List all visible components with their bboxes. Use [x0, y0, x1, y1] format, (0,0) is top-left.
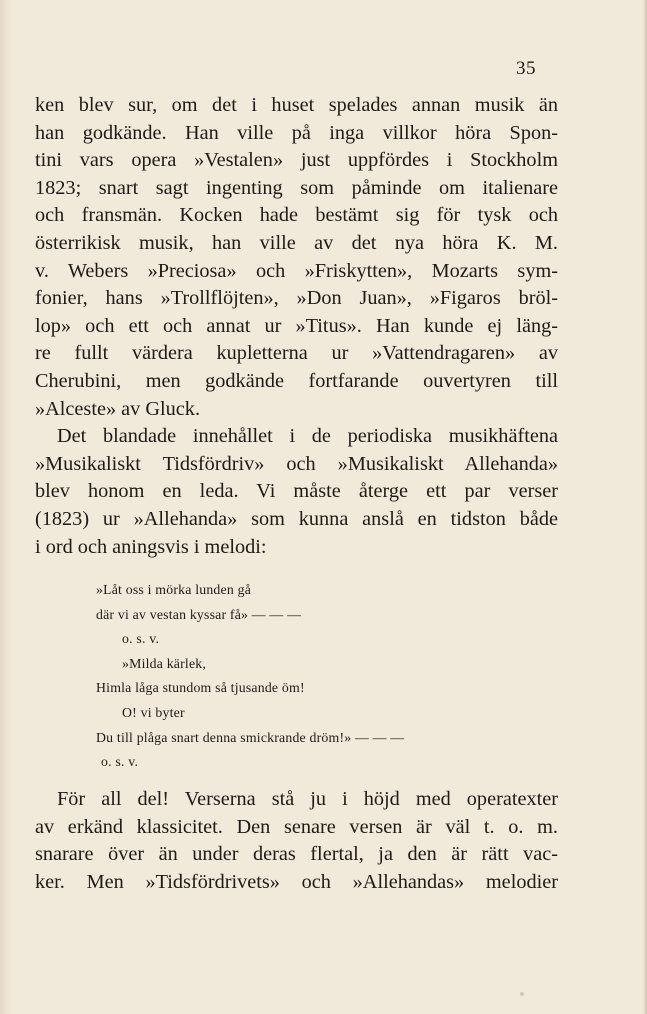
- ink-speck: [520, 992, 524, 996]
- text-line: han godkände. Han ville på inga villkor höra Spon-: [35, 121, 558, 144]
- verse-line: Himla låga stundom så tjusande öm!: [96, 680, 305, 696]
- paragraph-3: [35, 786, 558, 896]
- paragraph-1: [35, 92, 558, 423]
- body-text-continued: [35, 786, 558, 896]
- text-line: Det blandade innehållet i de periodiska musikhäftena: [57, 425, 558, 448]
- text-line: (1823) ur »Allehanda» som kunna anslå en tidston både: [35, 507, 558, 530]
- body-text: [35, 92, 558, 561]
- text-line: 1823; snart sagt ingenting som påminde om italienare: [35, 176, 558, 199]
- text-line: ker. Men »Tidsfördrivets» och »Allehandas» melodier: [35, 870, 558, 893]
- text-line: v. Webers »Preciosa» och »Friskytten», Mozarts sym-: [35, 259, 558, 282]
- verse-line: där vi av vestan kyssar få» — — —: [96, 606, 302, 622]
- page-number: 35: [516, 58, 536, 79]
- text-line: fonier, hans »Trollflöjten», »Don Juan», »Figaros bröl-: [35, 287, 558, 310]
- verse-quote: [96, 578, 536, 775]
- verse-line: Du till plåga snart denna smickrande dröm!» — — —: [96, 729, 405, 745]
- text-line: »Musikaliskt Tidsfördriv» och »Musikaliskt Allehanda»: [35, 452, 558, 475]
- text-line: »Alceste» av Gluck.: [35, 397, 201, 420]
- verse-line: »Låt oss i mörka lunden gå: [96, 582, 252, 597]
- text-line: blev honom en leda. Vi måste återge ett par verser: [35, 480, 558, 503]
- text-line: i ord och aningsvis i melodi:: [35, 535, 267, 558]
- text-line: lop» och ett och annat ur »Titus». Han kunde ej läng-: [35, 314, 558, 337]
- text-line: österrikisk musik, han ville av det nya höra K. M.: [35, 231, 558, 254]
- text-line: ken blev sur, om det i huset spelades annan musik än: [35, 94, 558, 116]
- verse-line: »Milda kärlek,: [122, 655, 207, 671]
- text-line: snarare över än under deras flertal, ja den är rätt vac-: [35, 843, 558, 866]
- page-edge-shadow: [0, 0, 14, 1014]
- verse-line: o. s. v.: [101, 754, 139, 770]
- page-edge-right: [643, 0, 647, 1014]
- text-line: re fullt värdera kupletterna ur »Vattendragaren» av: [35, 342, 558, 365]
- text-line: tini vars opera »Vestalen» just uppfördes i Stockholm: [35, 149, 558, 172]
- verse-line: o. s. v.: [122, 631, 160, 647]
- text-line: och fransmän. Kocken hade bestämt sig för tysk och: [35, 204, 558, 227]
- verse-line: O! vi byter: [122, 704, 185, 720]
- text-line: För all del! Verserna stå ju i höjd med operatexter: [57, 788, 558, 810]
- paragraph-2: [35, 423, 558, 561]
- text-line: Cherubini, men godkände fortfarande ouvertyren till: [35, 369, 558, 392]
- text-line: av erkänd klassicitet. Den senare versen är väl t. o. m.: [35, 815, 558, 838]
